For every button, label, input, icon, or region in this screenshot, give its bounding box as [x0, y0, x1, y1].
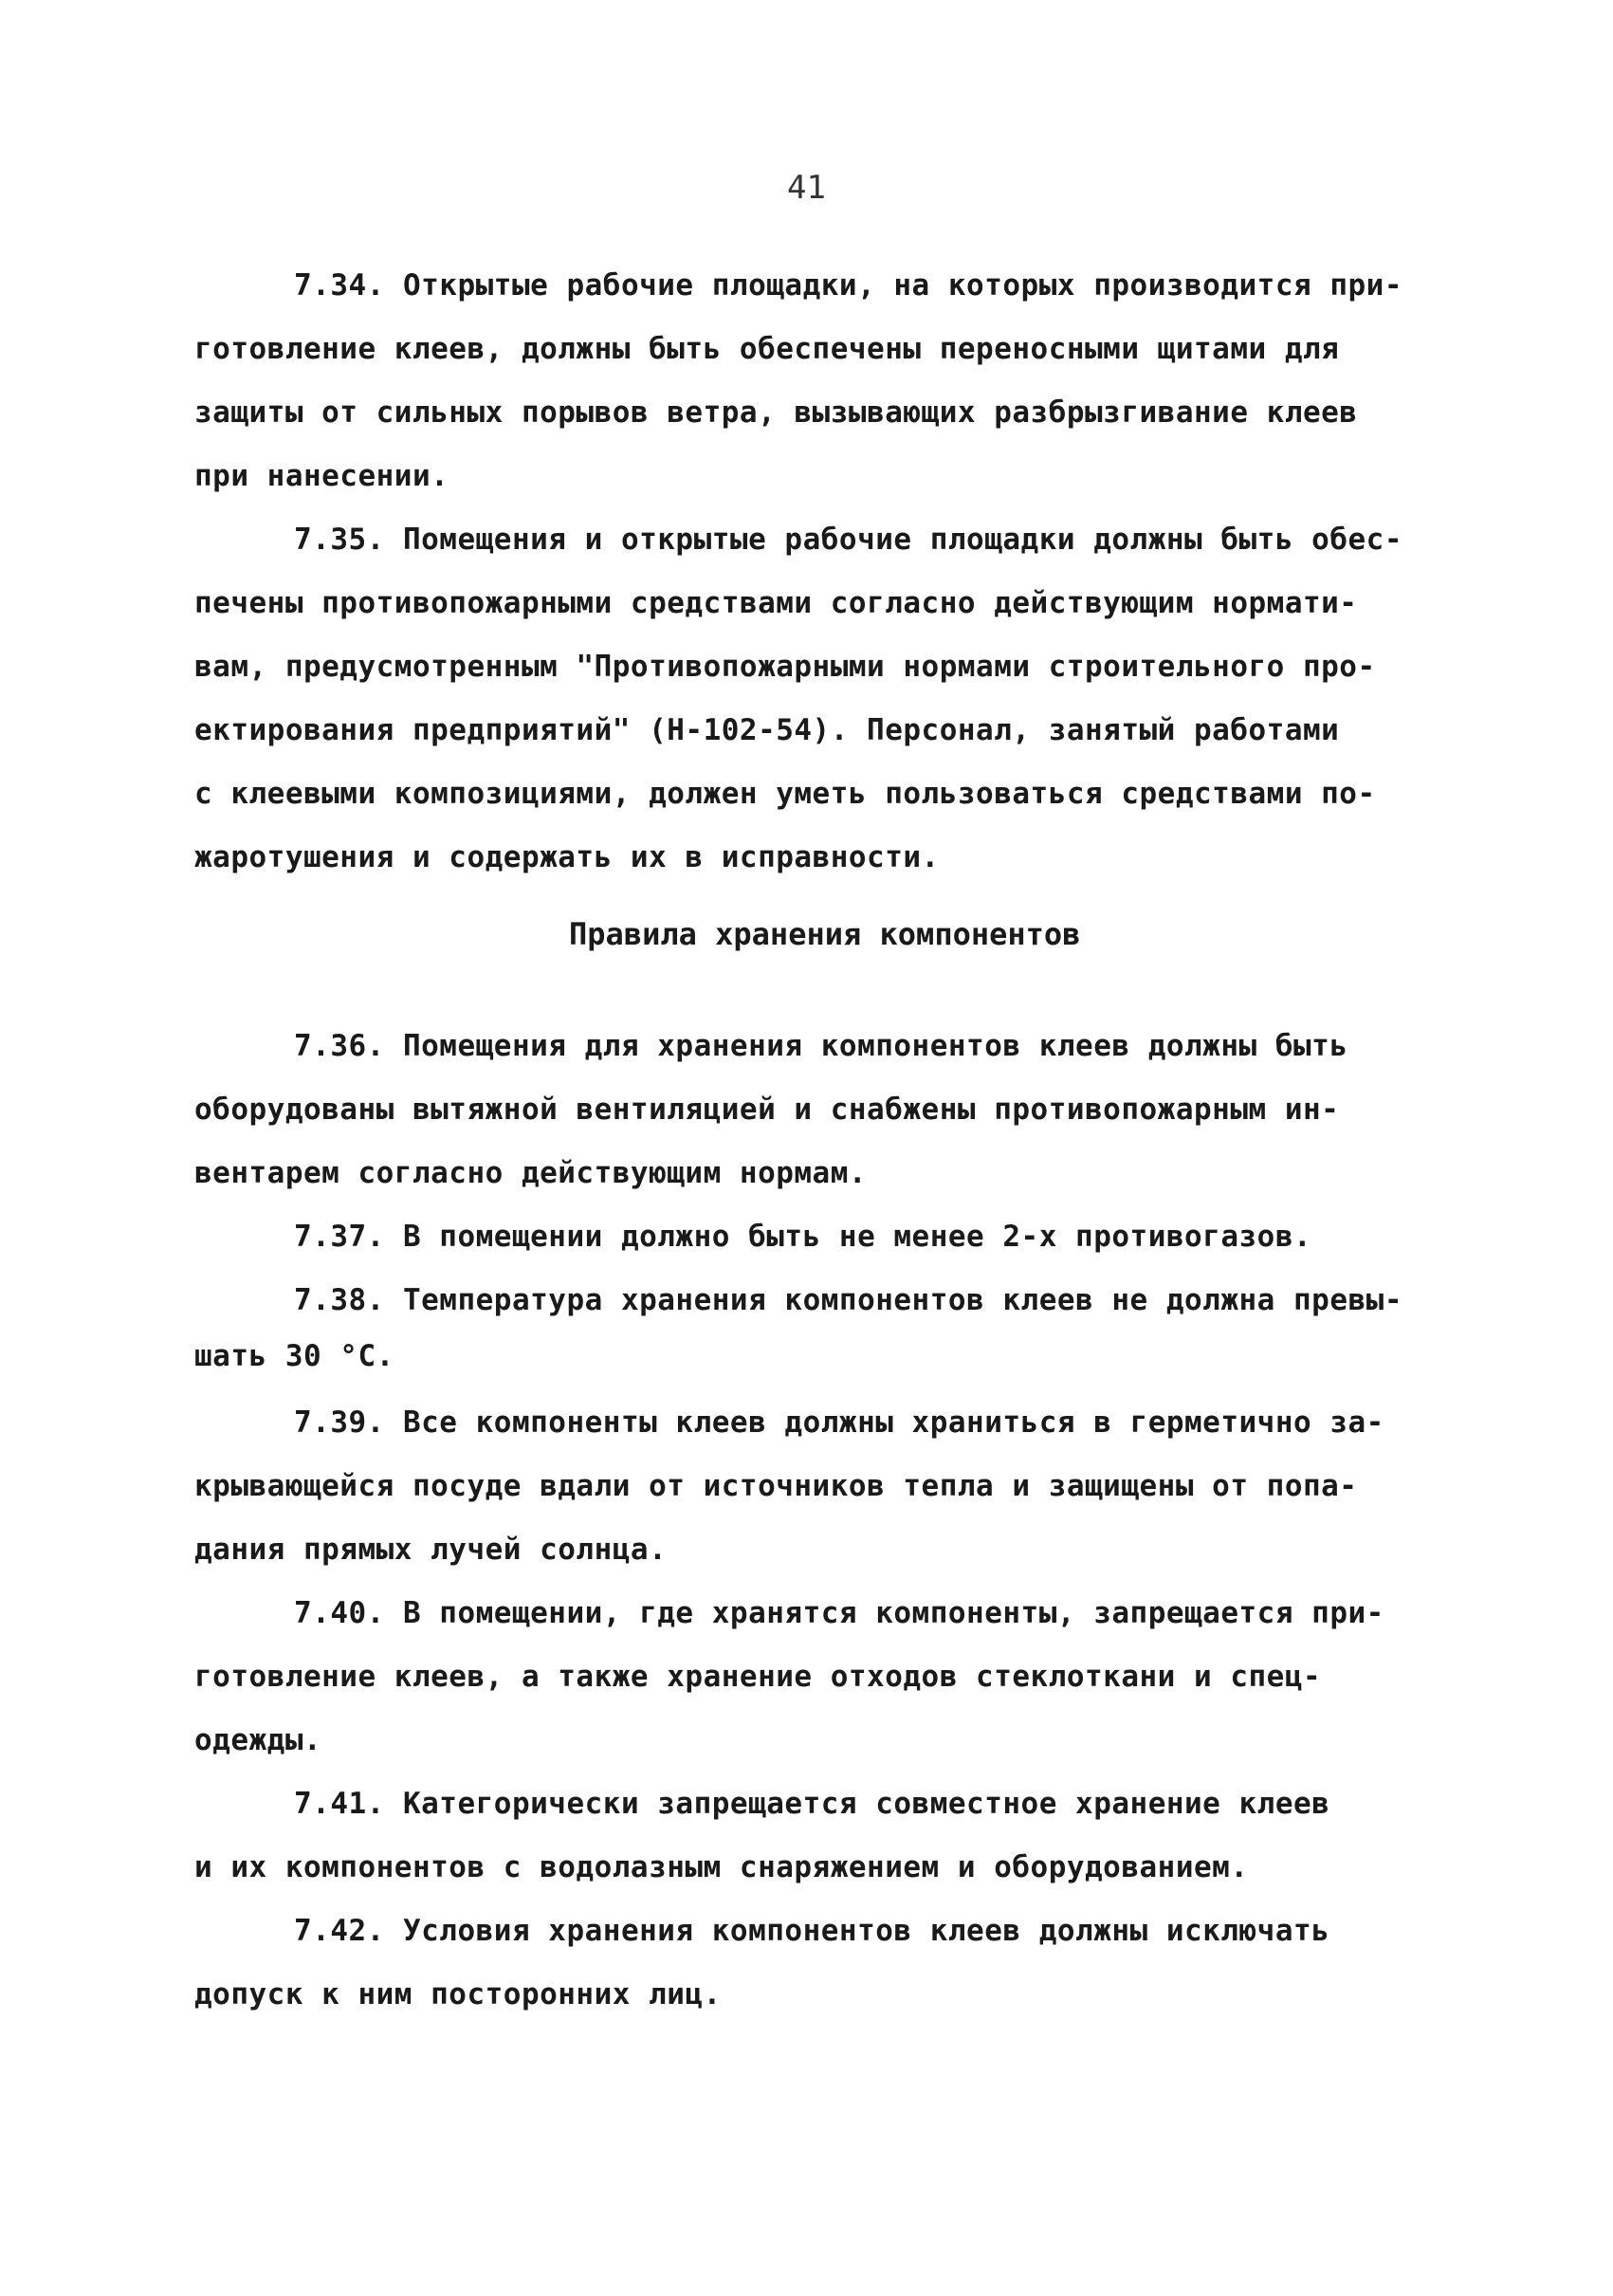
text-line: 7.39. Все компоненты клеев должны храниться в герметично за- — [294, 1405, 1384, 1440]
text-line: допуск к ним посторонних лиц. — [194, 1977, 722, 2011]
text-line: одежды. — [194, 1723, 322, 1757]
text-line: с клеевыми композициями, должен уметь пользоваться средствами по- — [194, 777, 1376, 811]
text-line: дания прямых лучей солнца. — [194, 1533, 668, 1567]
text-line: вентарем согласно действующим нормам. — [194, 1156, 868, 1190]
text-line: ектирования предприятий" (Н-102-54). Персонал, занятый работами — [194, 713, 1340, 747]
text-line: 7.40. В помещении, где хранятся компоненты, запрещается при- — [294, 1596, 1384, 1630]
text-line: готовление клеев, должны быть обеспечены переносными щитами для — [194, 332, 1340, 366]
page-number: 41 — [787, 169, 826, 207]
section-heading: Правила хранения компонентов — [569, 916, 1081, 952]
text-line: крывающейся посуде вдали от источников тепла и защищены от попа- — [194, 1469, 1358, 1503]
text-line: 7.35. Помещения и открытые рабочие площадки должны быть обес- — [294, 523, 1402, 557]
text-line: вам, предусмотренным "Противопожарными нормами строительного про- — [194, 650, 1376, 684]
text-line: и их компонентов с водолазным снаряжением и оборудованием. — [194, 1850, 1249, 1884]
text-line: защиты от сильных порывов ветра, вызывающих разбрызгивание клеев — [194, 395, 1358, 430]
text-line: 7.37. В помещении должно быть не менее 2-х противогазов. — [294, 1220, 1312, 1254]
text-line: 7.41. Категорически запрещается совместное хранение клеев — [294, 1787, 1330, 1821]
text-line: готовление клеев, а также хранение отходов стеклоткани и спец- — [194, 1660, 1322, 1694]
text-line: 7.38. Температура хранения компонентов клеев не должна превы- — [294, 1283, 1402, 1317]
text-line: 7.42. Условия хранения компонентов клеев должны исключать — [294, 1914, 1330, 1948]
text-line: 7.34. Открытые рабочие площадки, на которых производится при- — [294, 268, 1402, 303]
text-line: при нанесении. — [194, 459, 449, 493]
text-line: шать 30 °С. — [194, 1339, 394, 1373]
text-line: печены противопожарными средствами согласно действующим нормати- — [194, 586, 1358, 620]
text-line: 7.36. Помещения для хранения компонентов клеев должны быть — [294, 1029, 1348, 1063]
text-line: оборудованы вытяжной вентиляцией и снабжены противопожарным ин- — [194, 1093, 1340, 1127]
text-line: жаротушения и содержать их в исправности. — [194, 840, 940, 874]
